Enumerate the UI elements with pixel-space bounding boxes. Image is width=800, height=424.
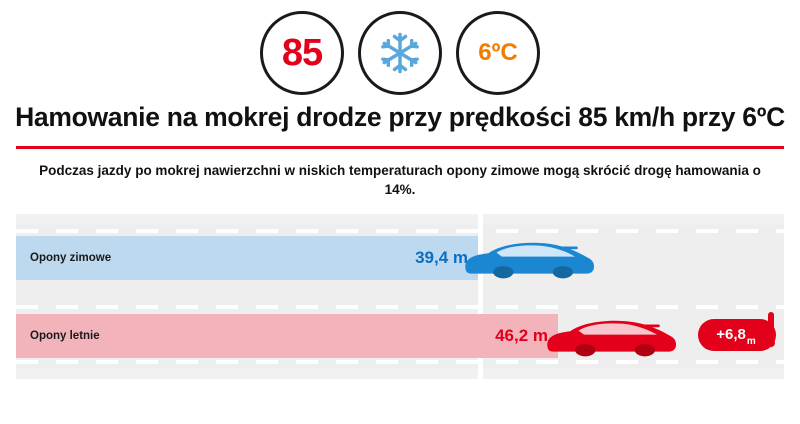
- speed-badge-value: 85: [281, 31, 323, 74]
- summer-car-icon: [543, 315, 679, 357]
- lane-marking-middle: [16, 305, 784, 309]
- temperature-badge-value: 6ºC: [478, 39, 518, 66]
- winter-bar: [16, 236, 478, 280]
- speed-badge: [260, 11, 344, 95]
- badge-row: [0, 0, 800, 96]
- difference-badge: [698, 319, 776, 351]
- table-row: [16, 314, 784, 358]
- temperature-badge: [456, 11, 540, 95]
- summer-bar: [16, 314, 558, 358]
- winter-bar-label: Opony zimowe: [30, 251, 112, 264]
- difference-unit: m: [746, 335, 756, 347]
- summer-bar-value: 46,2 m: [495, 325, 548, 345]
- title-divider: [16, 146, 784, 149]
- table-row: [16, 236, 784, 280]
- summer-bar-label: Opony letnie: [30, 329, 100, 342]
- snowflake-badge: [358, 11, 442, 95]
- braking-distance-chart: [16, 214, 784, 379]
- snowflake-icon: [378, 31, 422, 75]
- page-subtitle: Podczas jazdy po mokrej nawierzchni w niskich temperaturach opony zimowe mogą skrócić drogę hamowania o 14%.: [39, 162, 761, 198]
- difference-value: +6,8: [716, 326, 746, 344]
- exclamation-icon: [763, 310, 779, 350]
- lane-marking-top: [16, 229, 784, 233]
- winter-bar-value: 39,4 m: [415, 247, 468, 267]
- page-title: Hamowanie na mokrej drodze przy prędkości 85 km/h przy 6ºC: [15, 102, 785, 132]
- winter-car-icon: [461, 237, 597, 279]
- lane-marking-bottom: [16, 360, 784, 364]
